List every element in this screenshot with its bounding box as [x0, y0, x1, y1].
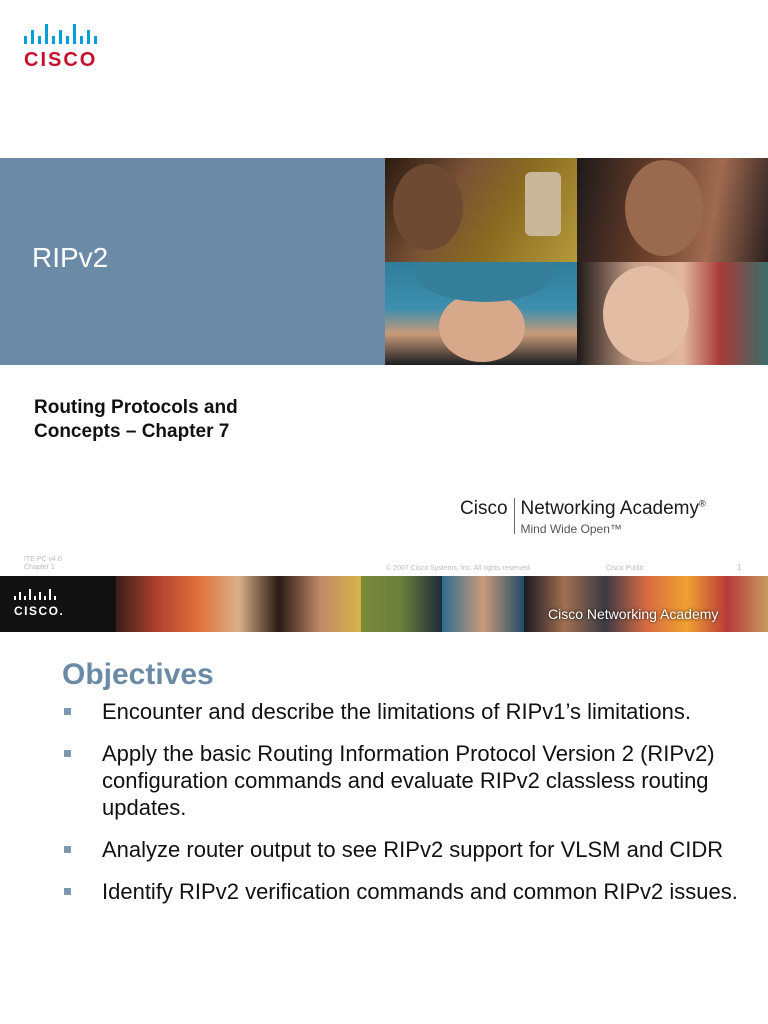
list-item	[62, 698, 742, 725]
footer-page-number: 1	[737, 563, 742, 572]
academy-tagline: Mind Wide Open™	[520, 522, 622, 536]
subtitle-line-1: Routing Protocols and	[34, 397, 238, 418]
photo-man-smiling	[577, 158, 768, 262]
footer-classification: Cisco Public	[606, 565, 645, 572]
cisco-logo	[24, 22, 120, 72]
square-bullet-icon	[64, 888, 71, 895]
footer-chapter: Chapter 1	[24, 564, 55, 571]
footer-course	[24, 556, 62, 572]
cisco-logo-white	[14, 589, 84, 618]
title-banner	[0, 158, 768, 365]
cisco-bars-icon	[14, 589, 84, 600]
objectives-heading: Objectives	[62, 658, 214, 691]
academy-cisco-word: Cisco	[460, 498, 515, 534]
cisco-bars-icon	[24, 22, 120, 44]
square-bullet-icon	[64, 750, 71, 757]
bullet-text: Encounter and describe the limitations of RIPv1’s limitations.	[102, 699, 691, 724]
footer-copyright: © 2007 Cisco Systems, Inc. All rights reserved.	[386, 565, 532, 572]
bullet-text: Identify RIPv2 verification commands and common RIPv2 issues.	[102, 879, 738, 904]
banner-panel	[0, 158, 385, 365]
objectives-list	[62, 698, 742, 920]
slide-title: RIPv2	[32, 242, 109, 273]
slide-footer	[0, 556, 768, 576]
list-item	[62, 836, 742, 863]
square-bullet-icon	[64, 846, 71, 853]
cisco-logo-word: CISCO.	[14, 604, 65, 618]
bullet-text: Analyze router output to see RIPv2 support for VLSM and CIDR	[102, 837, 724, 862]
list-item	[62, 878, 742, 905]
cisco-logo-word: CISCO	[24, 49, 98, 71]
objectives-slide	[0, 576, 768, 1024]
subtitle-line-2: Concepts – Chapter 7	[34, 421, 230, 442]
photo-young-man	[385, 158, 577, 262]
registered-mark: ®	[698, 498, 706, 509]
photo-woman-smiling	[577, 262, 768, 366]
bullet-text: Apply the basic Routing Information Protocol Version 2 (RIPv2) configuration commands and evaluate RIPv2 classless routing updates.	[102, 741, 715, 820]
photo-collage	[385, 158, 768, 365]
academy-name-text: Networking Academy	[520, 498, 699, 519]
list-item	[62, 740, 742, 821]
academy-name	[521, 498, 706, 520]
strip-photos	[116, 576, 768, 632]
photo-hooded-person	[385, 262, 577, 366]
square-bullet-icon	[64, 708, 71, 715]
footer-course-name: ITE PC v4.0	[24, 556, 62, 563]
header-photo-strip	[0, 576, 768, 632]
networking-academy-logo	[460, 498, 706, 536]
strip-academy-text: Cisco Networking Academy	[548, 606, 719, 622]
slide-subtitle	[34, 396, 238, 444]
